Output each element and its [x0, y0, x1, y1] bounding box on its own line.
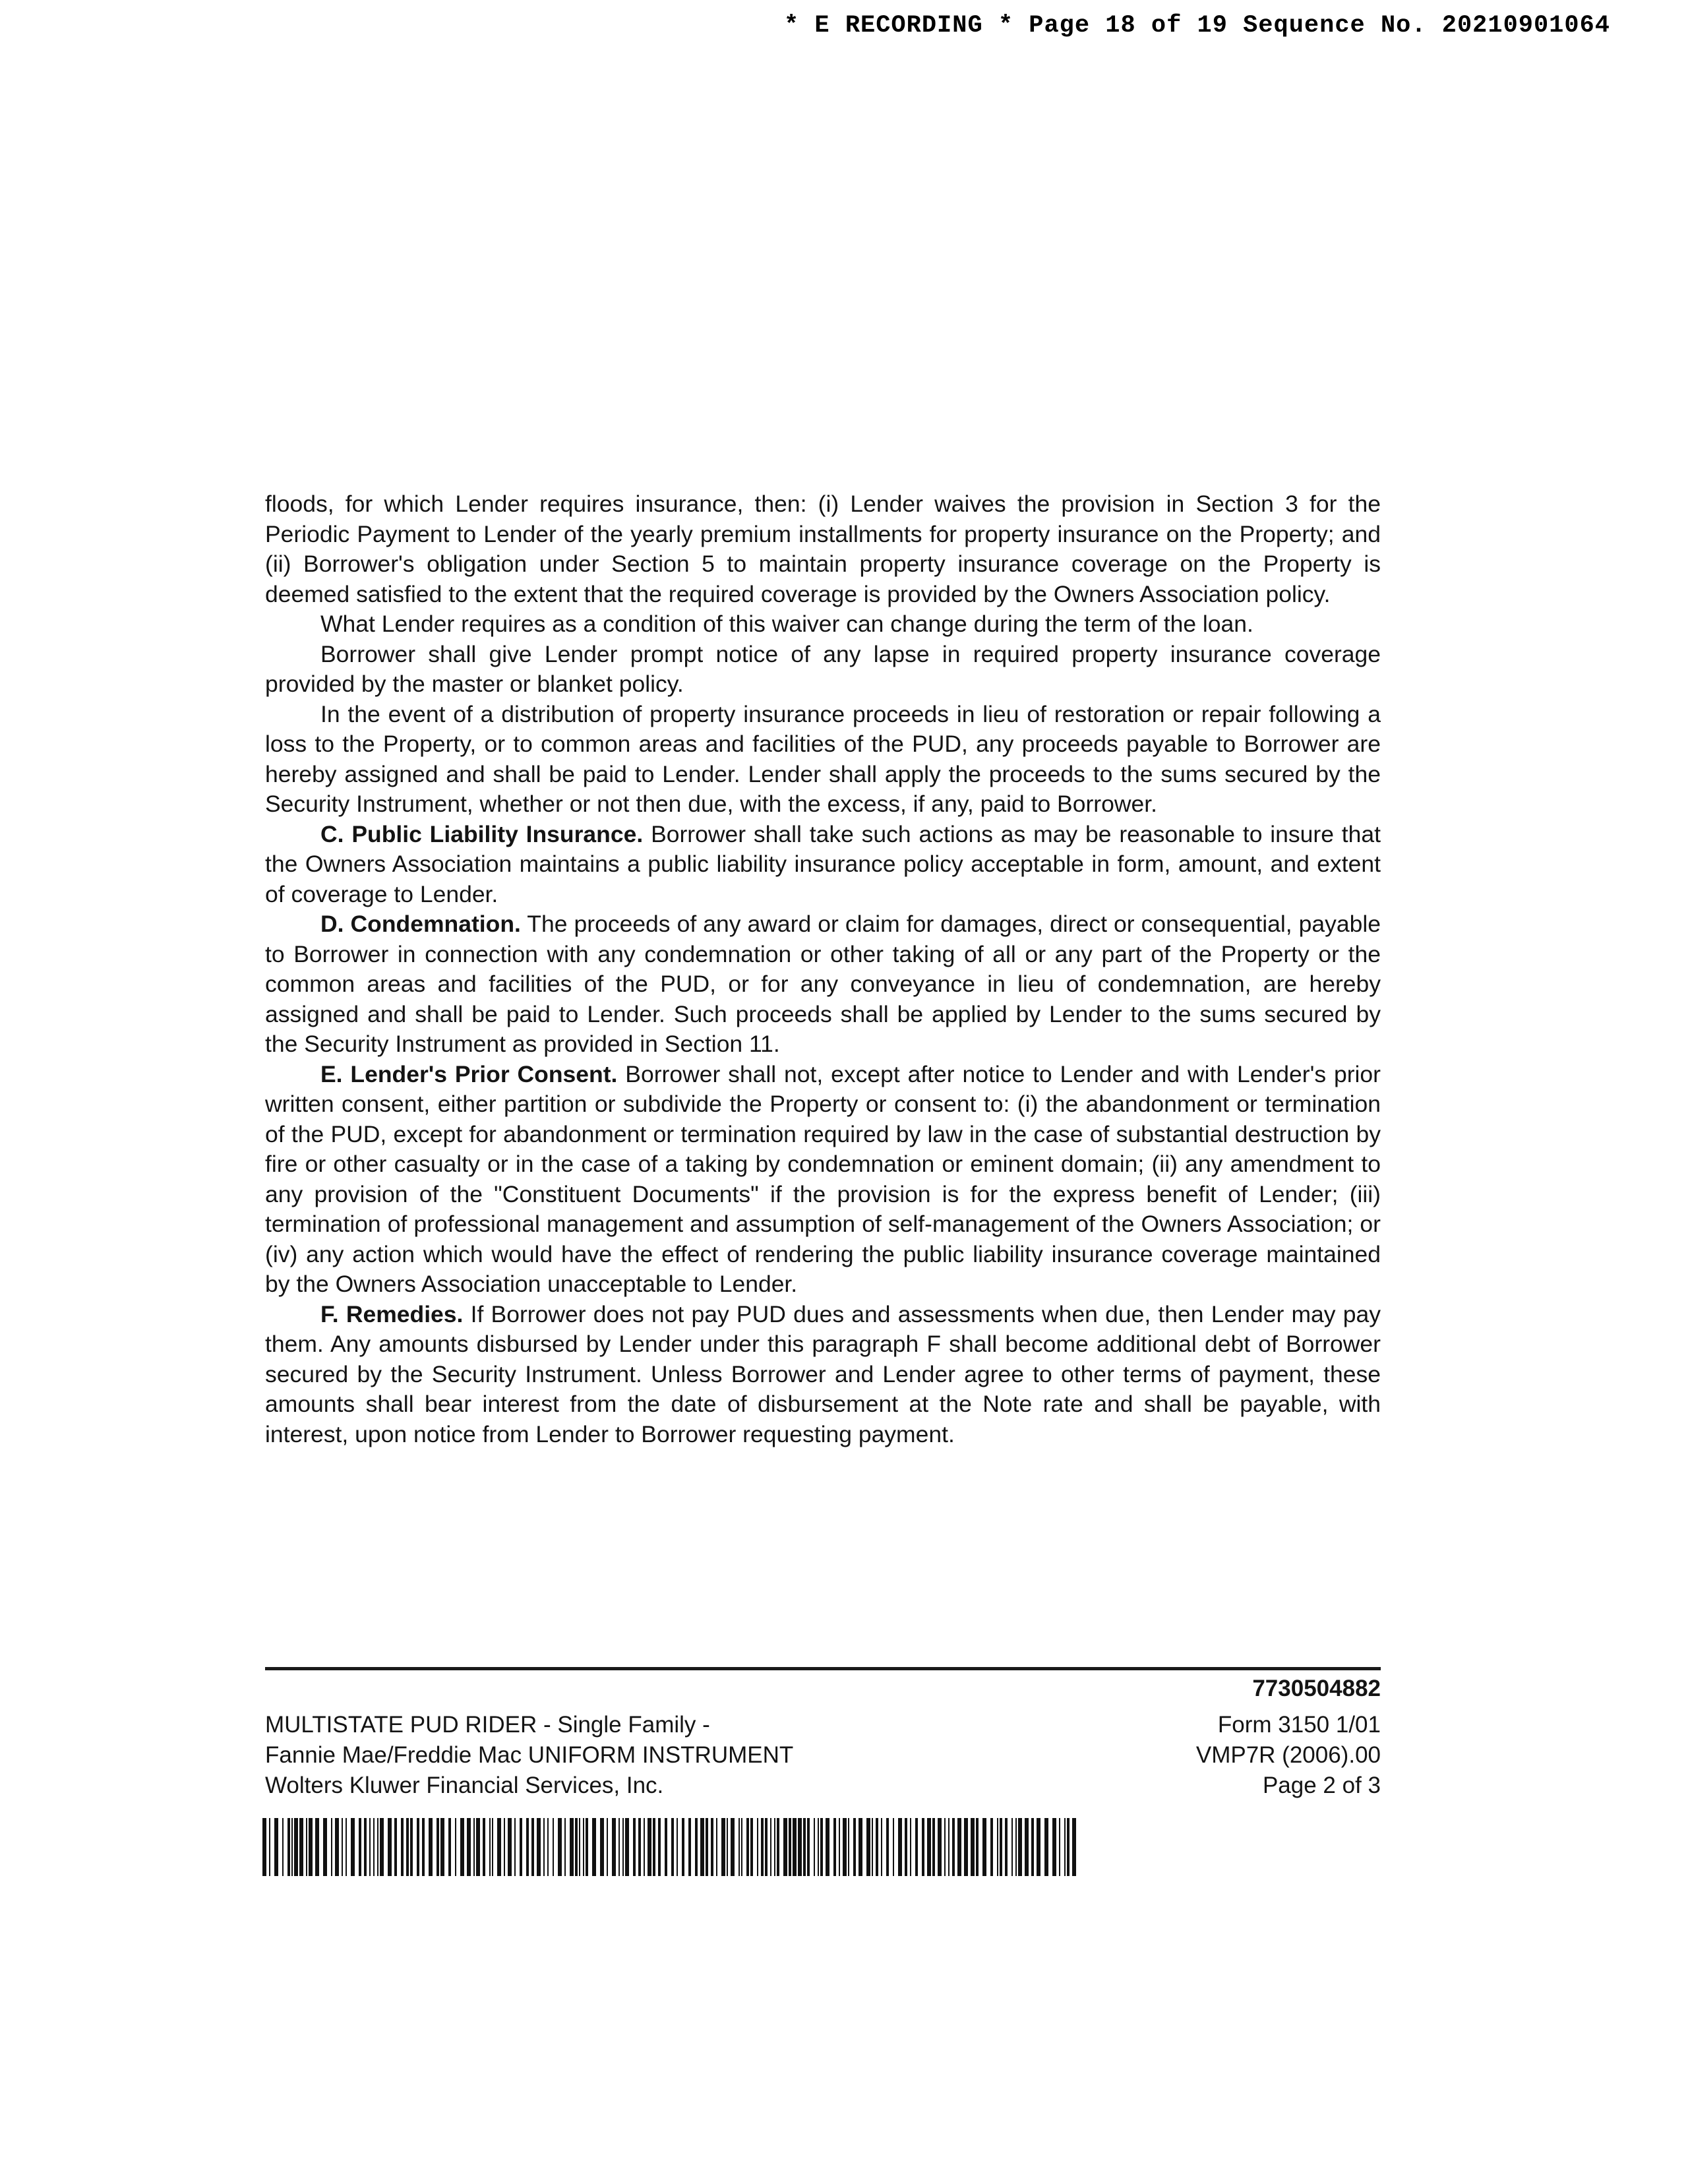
paragraph-text: The proceeds of any award or claim for damages, direct or consequential, payable to Borrower in connection with any condemnation or other taking of all or any part of the Property or the common areas and facilities of the PUD, or for any conveyance in lieu of condemnation, are hereby assigned and shall be paid to Lender. Such proceeds shall be applied by Lender to the sums secured by the Security Instrument as provided in Section 11. [265, 911, 1381, 1057]
loan-number: 7730504882 [1252, 1676, 1381, 1701]
form-number: Form 3150 1/01 [1217, 1712, 1381, 1738]
barcode [262, 1818, 1077, 1876]
form-title-line: Fannie Mae/Freddie Mac UNIFORM INSTRUMENT [265, 1742, 794, 1768]
section-heading: E. Lender's Prior Consent. [320, 1060, 618, 1087]
paragraph-text: In the event of a distribution of property insurance proceeds in lieu of restoration or repair following a loss to the Property, or to common areas and facilities of the PUD, any proceeds payable to Borrower are hereby assigned and shall be paid to Lender. Lender shall apply the proceeds to the sums secured by the Security Instrument, whether or not then due, with the excess, if any, paid to Borrower. [265, 700, 1381, 817]
section-d-condemnation [265, 909, 1381, 1060]
footer-form-info [1196, 1674, 1381, 1801]
section-f-remedies [265, 1300, 1381, 1450]
footer-divider [265, 1667, 1381, 1670]
paragraph-waiver-condition [265, 609, 1381, 640]
paragraph-floods [265, 489, 1381, 609]
form-version: VMP7R (2006).00 [1195, 1742, 1381, 1768]
section-c-public-liability [265, 820, 1381, 910]
page-number: Page 2 of 3 [1262, 1773, 1381, 1798]
section-heading: D. Condemnation. [320, 911, 521, 937]
paragraph-text: If Borrower does not pay PUD dues and assessments when due, then Lender may pay them. Any amounts disbursed by Lender under this paragraph F shall become additional debt of Borrower secured by the Security Instrument. Unless Borrower and Lender agree to other terms of payment, these amounts shall bear interest from the date of disbursement at the Note rate and shall be payable, with interest, upon notice from Lender to Borrower requesting payment. [265, 1300, 1381, 1447]
publisher-line: Wolters Kluwer Financial Services, Inc. [265, 1773, 664, 1798]
paragraph-text: floods, for which Lender requires insurance, then: (i) Lender waives the provision in Section 3 for the Periodic Payment to Lender of the yearly premium installments for property insurance on the Property; and (ii) Borrower's obligation under Section 5 to maintain property insurance coverage on the Property is deemed satisfied to the extent that the required coverage is provided by the Owners Association policy. [265, 491, 1381, 607]
section-heading: F. Remedies. [320, 1300, 464, 1327]
form-title-line: MULTISTATE PUD RIDER - Single Family - [265, 1712, 710, 1738]
footer-form-title [265, 1710, 793, 1801]
paragraph-text: Borrower shall give Lender prompt notice of any lapse in required property insurance coverage provided by the master or blanket policy. [265, 640, 1381, 697]
paragraph-insurance-proceeds [265, 700, 1381, 820]
rider-body [265, 489, 1381, 1449]
section-e-prior-consent [265, 1060, 1381, 1300]
section-heading: C. Public Liability Insurance. [320, 820, 644, 847]
paragraph-lapse-notice [265, 640, 1381, 700]
paragraph-text: What Lender requires as a condition of this waiver can change during the term of the loan. [320, 611, 1253, 637]
recording-header: * E RECORDING * Page 18 of 19 Sequence No. 20210901064 [784, 12, 1610, 40]
paragraph-text: Borrower shall take such actions as may be reasonable to insure that the Owners Association maintains a public liability insurance policy acceptable in form, amount, and extent of coverage to Lender. [265, 820, 1381, 907]
paragraph-text: Borrower shall not, except after notice to Lender and with Lender's prior written consent, either partition or subdivide the Property or consent to: (i) the abandonment or termination of the PUD, except for abandonment or termination required by law in the case of substantial destruction by fire or other casualty or in the case of a taking by condemnation or eminent domain; (ii) any amendment to any provision of the "Constituent Documents" if the provision is for the express benefit of Lender; (iii) termination of professional management and assumption of self-management of the Owners Association; or (iv) any action which would have the effect of rendering the public liability insurance coverage maintained by the Owners Association unacceptable to Lender. [265, 1060, 1381, 1297]
